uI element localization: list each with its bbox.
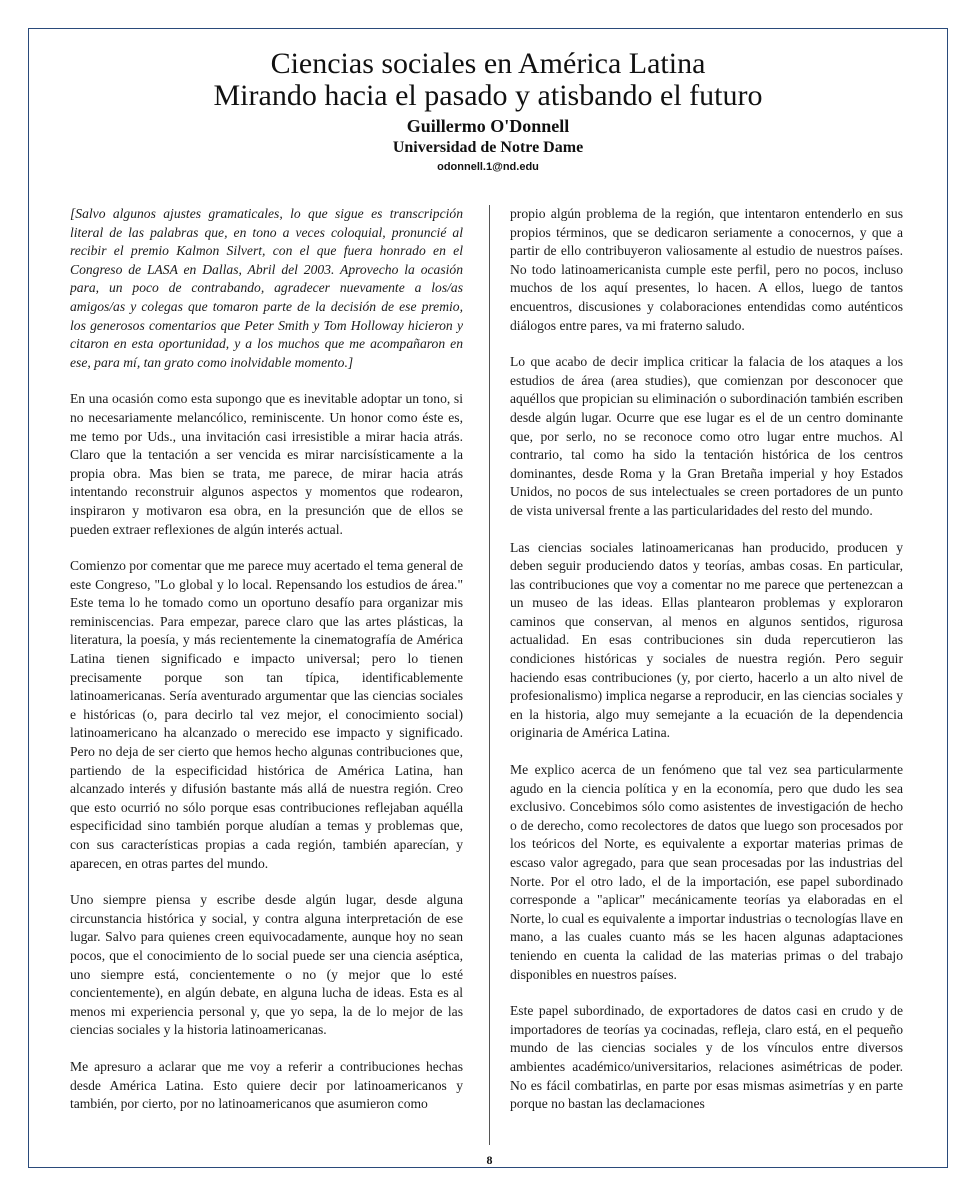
title-line-1: Ciencias sociales en América Latina [270,47,706,80]
author-name: Guillermo O'Donnell [406,116,570,136]
body-paragraph: Uno siempre piensa y escribe desde algún lugar, desde alguna circunstancia histórica y social, y contra alguna interpretación de ese lugar. Salvo para quienes creen equivocadamente, aunque hoy no sean pocos, que el conocimiento de lo social puede ser una ciencia aséptica, uno siempre está, concientemente o no (y mejor que lo esté concientemente), en algún debate, en alguna lucha de ideas. Esta es al menos mi experiencia personal y, que yo sepa, la de lo mejor de las ciencias sociales y la historia latinoamericanas. [70,892,463,1038]
body-paragraph: Lo que acabo de decir implica criticar la falacia de los ataques a los estudios de área (area studies), que comienzan por desconocer que aquéllos que propician su eliminación o subordinación también escriben desde algún lugar. Ocurre que ese lugar es el de un centro dominante que, por serlo, no se reconoce como otro lugar entre muchos. Al contrario, tal como ha sido la tentación histórica de los centros dominantes, desde Roma y la Gran Bretaña imperial y hoy Estados Unidos, no pocos de sus intelectuales se creen portadores de un punto de vista universal frente a las particularidades del resto del mundo. [510,354,903,518]
body-paragraph: Las ciencias sociales latinoamericanas han producido, producen y deben seguir produciendo datos y teorías, ambas cosas. En particular, las contribuciones que voy a comentar no me parece que pertenezcan a un museo de las ideas. Ellas plantearon problemas y exploraron caminos que conservan, al menos en algunos sentidos, rigurosa actualidad. En esas contribuciones sin duda repercutieron las condiciones históricas y sociales de nuestra región. Pero seguir haciendo esas contribuciones (y, por cierto, hacerlo a un alto nivel de profesionalismo) implica negarse a reproducir, en las ciencias sociales y en la historia, algo muy semejante a la ecuación de la dependencia originaria de América Latina. [510,539,903,741]
body-paragraph: Comienzo por comentar que me parece muy acertado el tema general de este Congreso, "Lo global y lo local. Repensando los estudios de área." Este tema lo he tomado como un oportuno desafío para organizar mis reminiscencias. Para empezar, parece claro que las artes plásticas, la literatura, la poesía, y más recientemente la cinematografía de América Latina tienen significado e impacto universal; pero lo tienen precisamente porque son tan típica, identificablemente latinoamericanas. Sería aventurado argumentar que las ciencias sociales e históricas (o, para decirlo tal vez mejor, el conocimiento social) latinoamericano ha alcanzado o merecido ese impacto y significado. Pero no deja de ser cierto que hemos hecho algunas contribuciones que, partiendo de la especificidad histórica de América Latina, han alcanzado interés y difusión bastante más allá de nuestra región. Creo que esto ocurrió no sólo porque esas contribuciones reflejaban aquélla especificidad sino también porque aludían a temas y problemas que, con sus características propias a cada región, también aparecían, y aparecen, en otras partes del mundo. [70,558,463,871]
author-email: odonnell.1@nd.edu [437,161,539,173]
body-paragraph: Me explico acerca de un fenómeno que tal vez sea particularmente agudo en la ciencia política y en la economía, pero que dudo les sea exclusivo. Concebimos sólo como asistentes de investigación de hecho o de derecho, como recolectores de datos que luego son procesados por los teóricos del Norte, es equivalente a exportar materias primas de escaso valor agregado, para que sean procesadas por las industrias del Norte. Por el otro lado, el de la importación, ese papel subordinado corresponde a "aplicar" mecánicamente teorías ya elaboradas en el Norte, lo cual es equivalente a importar industrias o tecnologías llave en mano, a las cuales cuanto más se les hacen algunas adaptaciones teniendo en cuenta la calidad de las materias primas o del trabajo disponibles en nuestros países. [510,762,903,982]
author-affiliation: Universidad de Notre Dame [392,139,584,156]
left-column [70,205,463,1150]
article-header [28,48,948,173]
body-paragraph: Este papel subordinado, de exportadores de datos casi en crudo y de importadores de teorías ya cocinadas, refleja, claro está, en el pequeño mundo de las ciencias sociales y de los vínculos entre diversos ambientes académico/universitarios, relaciones asimétricas de poder. No es fácil combatirlas, en parte por esas mismas asimetrías y en parte porque no bastan las declamaciones [510,1003,903,1112]
body-paragraph: Me apresuro a aclarar que me voy a referir a contribuciones hechas desde América Latina. Esto quiere decir por latinoamericanos y también, por cierto, por no latinoamericanos que asumieron como [70,1058,463,1112]
body-paragraph: propio algún problema de la región, que intentaron entenderlo en sus propios términos, que se dedicaron seriamente a conocernos, y que a partir de ello contribuyeron valiosamente al estudio de nuestros países. No todo latinoamericanista cumple este perfil, pero no pocos, incluso muchos de los aquí presentes, lo hacen. A ellos, luego de tantos encuentros, discusiones y colaboraciones entendidas como auténticos diálogos entre pares, va mi fraterno saludo. [510,206,903,333]
intro-paragraph: [Salvo algunos ajustes gramaticales, lo que sigue es transcripción literal de las palabras que, en tono a veces coloquial, pronuncié al recibir el premio Kalmon Silvert, con el que fuera honrado en el Congreso de LASA en Dallas, Abril del 2003. Aprovecho la ocasión para, un poco de contrabando, agradecer nuevamente a los/as amigos/as y colegas que tomaron parte de la decisión de ese premio, los generosos comentarios que Peter Smith y Tom Holloway hicieron y citaron en esta oportunidad, y a los muchos que me acompañaron en ese, para mí, tan grato como inolvidable momento.] [70,206,463,370]
page-number: 8 [486,1153,493,1167]
title-line-2: Mirando hacia el pasado y atisbando el futuro [213,79,763,112]
body-paragraph: En una ocasión como esta supongo que es inevitable adoptar un tono, si no necesariamente melancólico, reminiscente. Un honor como éste es, me temo por Uds., una invitación casi irresistible a mirar hacia atrás. Claro que la tentación a ser vencida es mirar narcisísticamente a la propia obra. Mas bien se trata, me parece, de mirar hacia atrás intentando reconstruir algunos aspectos y momentos que rodearon, inspiraron y motivaron esa obra, en la presunción que de ellos se pueden extraer reflexiones de algún interés actual. [70,391,463,537]
right-column [510,205,903,1150]
column-divider [489,205,490,1145]
